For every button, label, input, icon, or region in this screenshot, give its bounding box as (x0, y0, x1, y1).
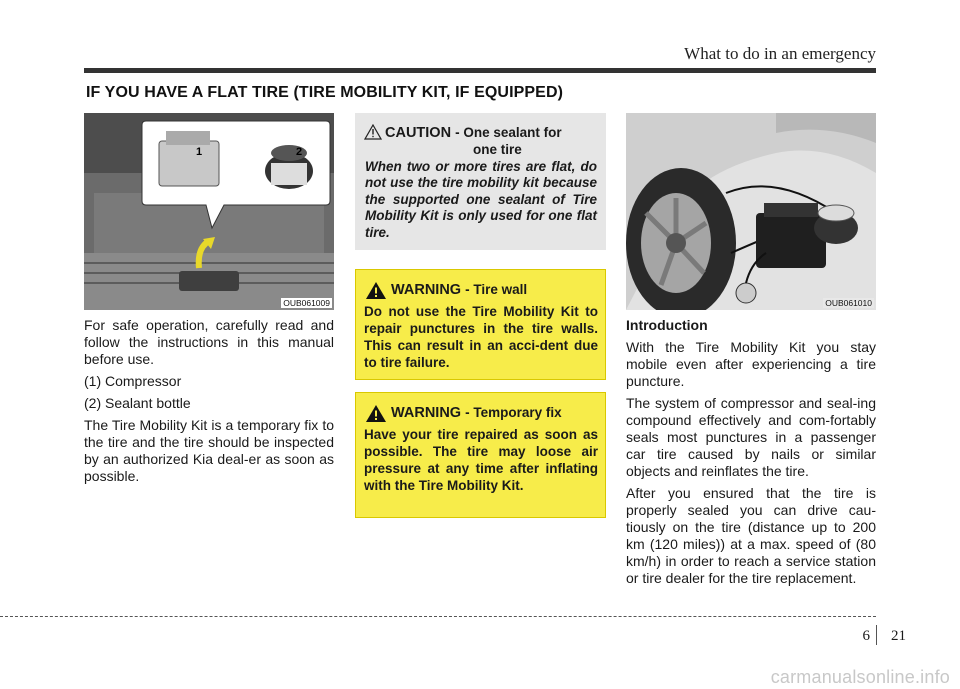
figure-cargo-kit (84, 113, 334, 310)
caution-label: CAUTION (385, 125, 452, 141)
caution-subtitle-1: - One sealant for (455, 125, 562, 140)
caution-body: When two or more tires are flat, do not use the tire mobility kit because the supported one sealant of Tire Mobility Kit is only used for one flat tire. (365, 159, 597, 240)
introduction-paragraph-3: After you ensured that the tire is properly sealed you can drive cau-tiously on the tire (distance up to 200 km (120 miles)) at a max. speed of (80 km/h) in order to reach a service station or tire dealer for the tire replacement. (626, 485, 876, 586)
warning-temporary-fix (355, 392, 606, 518)
warning-triangle-icon (365, 404, 387, 423)
chapter-number: 6 (862, 628, 870, 644)
intro-column (84, 317, 334, 490)
introduction-heading: Introduction (626, 317, 708, 333)
warning1-heading (391, 282, 527, 298)
warning1-subtitle: - Tire wall (465, 282, 528, 297)
safety-paragraph: For safe operation, carefully read and follow the instructions in this manual before use. (84, 317, 334, 367)
figure1-caption: OUB061009 (283, 298, 330, 308)
chapter-title: What to do in an emergency (684, 44, 876, 63)
kit-on-tire-illustration (626, 113, 876, 310)
page-number-value: 21 (891, 628, 906, 644)
warning-triangle-icon (365, 281, 387, 300)
figure2-caption: OUB061010 (825, 298, 872, 308)
caution-box (355, 113, 606, 250)
warning2-subtitle: - Temporary fix (465, 405, 562, 420)
caution-heading (385, 125, 562, 141)
introduction-column (626, 317, 876, 592)
cargo-kit-illustration (84, 113, 334, 310)
warning1-body: Do not use the Tire Mobility Kit to repair punctures in the tire walls. This can result in an acci-dent due to tire failure. (364, 304, 598, 370)
warning2-label: WARNING (391, 405, 462, 421)
watermark: carmanualsonline.info (770, 667, 950, 687)
header-rule (84, 68, 876, 73)
footer-dashed-rule (0, 616, 876, 617)
caution-triangle-icon (364, 124, 382, 140)
warning2-body: Have your tire repaired as soon as possible. The tire may loose air pressure at any time after inflating with the Tire Mobility Kit. (364, 427, 598, 493)
warning-tire-wall (355, 269, 606, 380)
introduction-paragraph-1: With the Tire Mobility Kit you stay mobile even after experiencing a tire puncture. (626, 339, 876, 389)
warning1-label: WARNING (391, 282, 462, 298)
page-number-separator (876, 625, 877, 645)
figure-kit-on-tire (626, 113, 876, 310)
warning2-heading (391, 405, 562, 421)
introduction-paragraph-2: The system of compressor and seal-ing compound effectively and com-fortably seals most punctures in a passenger car tire caused by nails or similar objects and reinflates the tire. (626, 395, 876, 479)
callout-2: 2 (296, 146, 303, 158)
item-compressor: (1) Compressor (84, 373, 182, 389)
temporary-fix-paragraph: The Tire Mobility Kit is a temporary fix to the tire and the tire should be inspected by an authorized Kia deal-er as soon as possible. (84, 417, 334, 484)
callout-1: 1 (196, 146, 203, 158)
section-title: IF YOU HAVE A FLAT TIRE (TIRE MOBILITY KIT, IF EQUIPPED) (86, 84, 564, 101)
caution-subtitle-2: one tire (473, 142, 522, 157)
item-sealant: (2) Sealant bottle (84, 395, 191, 411)
